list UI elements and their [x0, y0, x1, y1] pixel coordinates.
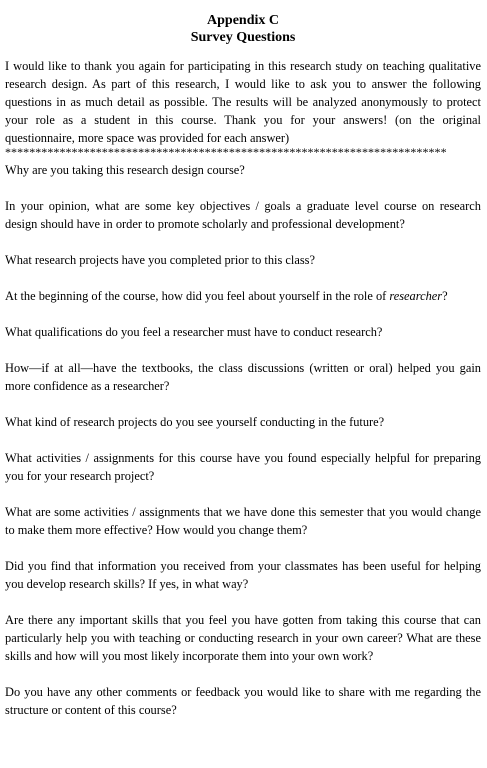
appendix-title: Appendix C	[207, 13, 279, 28]
answer-gap	[5, 341, 481, 359]
question-4	[5, 287, 481, 305]
question-4-emphasis: researcher	[389, 289, 443, 303]
answer-gap	[5, 665, 481, 683]
answer-gap	[5, 431, 481, 449]
answer-gap	[5, 593, 481, 611]
question-9: What are some activities / assignments that we have done this semester that you would change to make them more effective? How would you change them?	[5, 505, 481, 537]
answer-gap	[5, 269, 481, 287]
answer-gap	[5, 179, 481, 197]
question-12: Do you have any other comments or feedback you would like to share with me regarding the structure or content of this course?	[5, 685, 481, 717]
question-1: Why are you taking this research design course?	[5, 163, 245, 177]
question-7: What kind of research projects do you see yourself conducting in the future?	[5, 415, 385, 429]
answer-gap	[5, 395, 481, 413]
question-10: Did you find that information you received from your classmates has been useful for helping you develop research skills? If yes, in what way?	[5, 559, 481, 591]
answer-gap	[5, 305, 481, 323]
asterisk-separator: *************************************************************************	[5, 147, 447, 159]
question-2: In your opinion, what are some key objectives / goals a graduate level course on research design should have in order to promote scholarly and professional development?	[5, 199, 481, 231]
question-4-end: ?	[442, 289, 448, 303]
answer-gap	[5, 233, 481, 251]
question-3: What research projects have you completed prior to this class?	[5, 253, 315, 267]
question-6: How—if at all—have the textbooks, the class discussions (written or oral) helped you gain more confidence as a researcher?	[5, 361, 481, 393]
intro-paragraph: I would like to thank you again for participating in this research study on teaching qualitative research design. As part of this research, I would like to ask you to answer the following questions in as much detail as possible. The results will be analyzed anonymously to protect your role as a student in this course. Thank you for your answers! (on the original questionnaire, more space was provided for each answer)	[5, 59, 481, 145]
question-5: What qualifications do you feel a researcher must have to conduct research?	[5, 325, 383, 339]
survey-title: Survey Questions	[190, 30, 296, 45]
answer-gap	[5, 539, 481, 557]
appendix-heading	[5, 12, 481, 46]
question-11: Are there any important skills that you feel you have gotten from taking this course that can particularly help you with teaching or conducting research in your own career? What are these skills and how will you most likely incorporate them into your own work?	[5, 613, 481, 663]
answer-gap	[5, 485, 481, 503]
question-4-text: At the beginning of the course, how did you feel about yourself in the role of	[5, 289, 387, 303]
question-8: What activities / assignments for this course have you found especially helpful for preparing you for your research project?	[5, 451, 481, 483]
